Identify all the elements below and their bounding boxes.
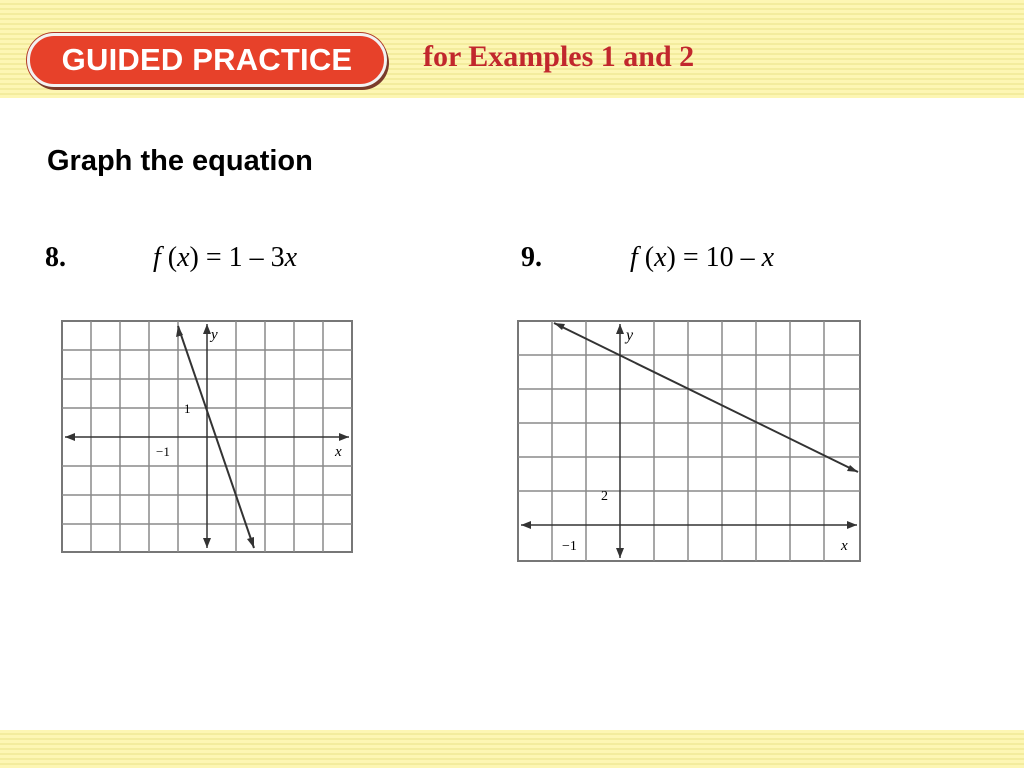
- problem-8-equation: [153, 242, 297, 274]
- eq-var: x: [654, 242, 667, 273]
- y-axis-label: y: [626, 327, 634, 344]
- x-tick-label: −1: [562, 539, 577, 554]
- eq-var: x: [177, 242, 190, 273]
- eq-sign: =: [682, 242, 699, 273]
- eq-rhs-var: x: [284, 242, 298, 273]
- problem-9-number: 9.: [521, 242, 542, 273]
- x-axis-label: x: [841, 538, 848, 554]
- x-axis-label: x: [335, 444, 342, 460]
- axes: [65, 324, 349, 548]
- y-tick-label: 1: [184, 401, 191, 416]
- eq-open: (: [167, 242, 178, 273]
- badge-label: GUIDED PRACTICE: [61, 42, 353, 77]
- graph-problem-9: [517, 320, 861, 563]
- eq-sign: =: [205, 242, 222, 273]
- axes: [521, 324, 857, 558]
- problem-9-equation: [630, 242, 774, 274]
- problem-8-number: 8.: [45, 242, 66, 273]
- page-heading: Graph the equation: [47, 145, 313, 177]
- eq-close: ): [666, 242, 676, 273]
- y-axis-label: y: [211, 327, 218, 343]
- eq-rhs: 1 – 3: [228, 242, 285, 273]
- footer-band: [0, 730, 1024, 768]
- subtitle: for Examples 1 and 2: [423, 40, 695, 73]
- eq-rhs-var: x: [761, 242, 775, 273]
- eq-f: f: [630, 242, 638, 273]
- eq-rhs: 10 –: [705, 242, 755, 273]
- y-tick-label: 2: [601, 489, 608, 504]
- x-tick-label: −1: [156, 444, 170, 459]
- eq-f: f: [153, 242, 161, 273]
- eq-open: (: [644, 242, 655, 273]
- function-line: [554, 323, 858, 472]
- graph-problem-8: [61, 320, 353, 554]
- eq-close: ): [189, 242, 199, 273]
- guided-practice-badge: [27, 33, 387, 87]
